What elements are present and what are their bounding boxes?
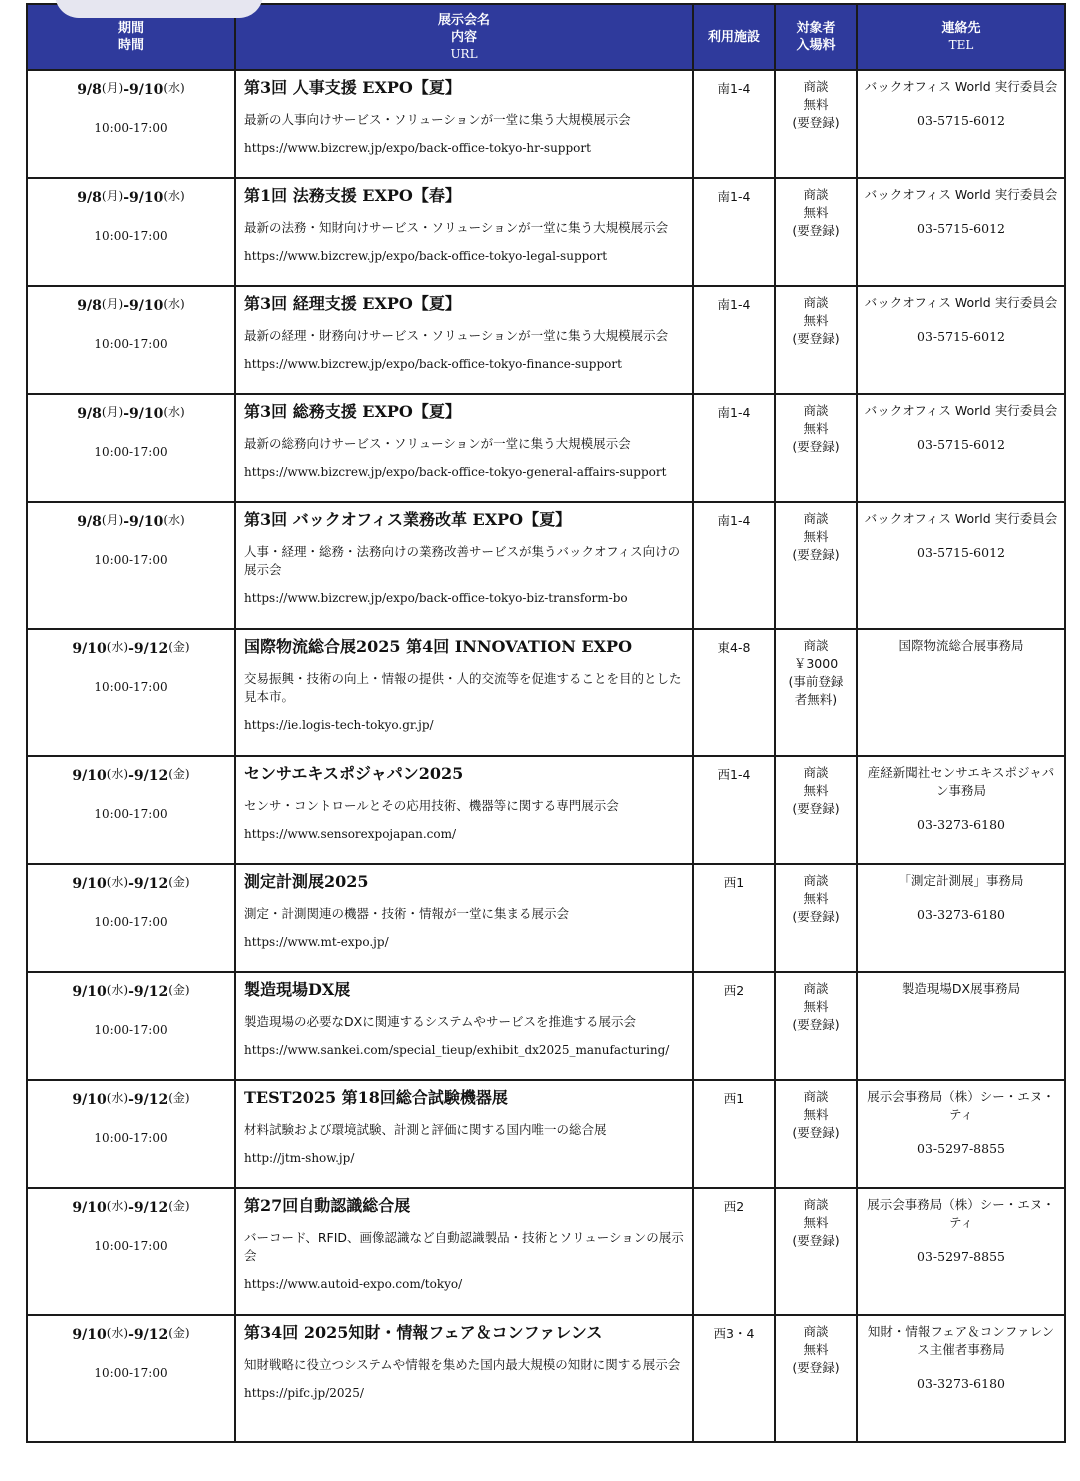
venue-cell: 西2 [693,972,775,1080]
event-cell [235,286,693,394]
phone-number: 03-5297-8855 [917,1141,1005,1156]
target-line: 無料 [803,891,829,906]
event-description: センサ・コントロールとその応用技術、機器等に関する専門展示会 [244,798,619,813]
event-url-link[interactable]: https://www.autoid-expo.com/tokyo/ [244,1277,463,1291]
table-row [27,1315,1065,1442]
event-cell [235,502,693,629]
target-line: 商談 [803,295,829,310]
period-cell [27,629,235,756]
target-cell [775,1188,857,1315]
event-url-link[interactable]: https://www.bizcrew.jp/expo/back-office-tokyo-general-affairs-support [244,465,667,479]
target-line: (要登録) [792,1360,840,1375]
organizer: 「測定計測展」事務局 [898,873,1024,888]
organizer: 展示会事務局（株）シー・エヌ・ティ [867,1197,1055,1230]
event-url-link[interactable]: https://www.sankei.com/special_tieup/exhibit_dx2025_manufacturing/ [244,1043,670,1057]
target-line: (要登録) [792,547,840,562]
contact-cell [857,629,1065,756]
date-range: 9/10(水)-9/12(金) [72,640,190,657]
event-cell [235,178,693,286]
table-row [27,629,1065,756]
event-name: センサエキスポジャパン2025 [244,764,464,783]
contact-cell [857,178,1065,286]
event-url-link[interactable]: https://www.mt-expo.jp/ [244,935,389,949]
contact-cell [857,972,1065,1080]
period-cell [27,70,235,178]
date-range: 9/10(水)-9/12(金) [72,875,190,892]
event-name: 第3回 総務支援 EXPO【夏】 [244,402,461,421]
contact-cell [857,502,1065,629]
event-description: 知財戦略に役立つシステムや情報を集めた国内最大規模の知財に関する展示会 [244,1357,681,1372]
venue-cell: 南1-4 [693,286,775,394]
event-description: 製造現場の必要なDXに関連するシステムやサービスを推進する展示会 [244,1014,636,1029]
target-line: 者無料) [794,692,838,707]
event-url-link[interactable]: https://www.sensorexpojapan.com/ [244,827,457,841]
organizer: 産経新聞社センサエキスポジャパン事務局 [867,765,1055,798]
time-range: 10:00-17:00 [94,807,168,821]
target-line: (要登録) [792,439,840,454]
header-contact: 連絡先 TEL [857,4,1065,70]
date-range: 9/8(月)-9/10(水) [77,297,185,314]
target-line: (要登録) [792,223,840,238]
phone-number: 03-5715-6012 [917,113,1005,128]
event-description: 交易振興・技術の向上・情報の提供・人的交流等を促進することを目的とした見本市。 [244,671,682,704]
event-name: 第3回 人事支援 EXPO【夏】 [244,78,461,97]
contact-cell [857,1080,1065,1188]
event-url-link[interactable]: https://ie.logis-tech-tokyo.gr.jp/ [244,718,434,732]
target-cell [775,502,857,629]
target-line: (要登録) [792,1017,840,1032]
event-url-link[interactable]: https://www.bizcrew.jp/expo/back-office-tokyo-finance-support [244,357,622,371]
event-url-link[interactable]: https://www.bizcrew.jp/expo/back-office-tokyo-legal-support [244,249,608,263]
target-line: 商談 [803,511,829,526]
time-range: 10:00-17:00 [94,1239,168,1253]
target-line: (事前登録 [788,674,844,689]
event-name: 製造現場DX展 [244,980,351,999]
time-range: 10:00-17:00 [94,553,168,567]
time-range: 10:00-17:00 [94,1131,168,1145]
contact-cell [857,286,1065,394]
exhibition-table [26,3,1066,1443]
venue-cell: 南1-4 [693,394,775,502]
table-row [27,864,1065,972]
target-line: 商談 [803,638,829,653]
venue-cell: 西1 [693,1080,775,1188]
event-url-link[interactable]: http://jtm-show.jp/ [244,1151,355,1165]
table-row [27,70,1065,178]
organizer: バックオフィス World 実行委員会 [864,511,1058,526]
event-name: 国際物流総合展2025 第4回 INNOVATION EXPO [244,637,633,656]
target-cell [775,1080,857,1188]
phone-number: 03-3273-6180 [917,907,1005,922]
organizer: バックオフィス World 実行委員会 [864,79,1058,94]
target-line: (要登録) [792,331,840,346]
phone-number: 03-5297-8855 [917,1249,1005,1264]
time-range: 10:00-17:00 [94,1023,168,1037]
target-line: 無料 [803,97,829,112]
period-cell [27,756,235,864]
venue-cell: 西3・4 [693,1315,775,1442]
target-cell [775,864,857,972]
period-cell [27,286,235,394]
target-line: 商談 [803,1089,829,1104]
header-period: 期間 時間 [27,4,235,70]
target-line: 商談 [803,873,829,888]
target-line: 商談 [803,403,829,418]
header-venue: 利用施設 [693,4,775,70]
period-cell [27,394,235,502]
target-cell [775,629,857,756]
date-range: 9/8(月)-9/10(水) [77,81,185,98]
table-row [27,756,1065,864]
contact-cell [857,756,1065,864]
phone-number: 03-5715-6012 [917,221,1005,236]
event-cell [235,70,693,178]
date-range: 9/10(水)-9/12(金) [72,1326,190,1343]
event-cell [235,1315,693,1442]
event-url-link[interactable]: https://pifc.jp/2025/ [244,1386,364,1400]
target-line: 無料 [803,421,829,436]
phone-number: 03-5715-6012 [917,329,1005,344]
event-name: 第34回 2025知財・情報フェア＆コンファレンス [244,1323,603,1342]
organizer: 製造現場DX展事務局 [901,981,1021,996]
period-cell [27,502,235,629]
period-cell [27,178,235,286]
event-name: 第27回自動認識総合展 [244,1196,411,1215]
time-range: 10:00-17:00 [94,1366,168,1380]
event-name: 第1回 法務支援 EXPO【春】 [244,186,461,205]
event-description: 最新の人事向けサービス・ソリューションが一堂に集う大規模展示会 [244,112,631,127]
event-cell [235,756,693,864]
venue-cell: 南1-4 [693,178,775,286]
target-cell [775,972,857,1080]
organizer: 国際物流総合展事務局 [898,638,1024,653]
event-cell [235,1080,693,1188]
target-cell [775,1315,857,1442]
table-row [27,286,1065,394]
table-row [27,1188,1065,1315]
venue-cell: 西1-4 [693,756,775,864]
event-name: 第3回 経理支援 EXPO【夏】 [244,294,461,313]
venue-cell: 西1 [693,864,775,972]
period-cell [27,1315,235,1442]
target-line: (要登録) [792,1125,840,1140]
time-range: 10:00-17:00 [94,445,168,459]
contact-cell [857,864,1065,972]
contact-cell [857,394,1065,502]
phone-number: 03-5715-6012 [917,437,1005,452]
time-range: 10:00-17:00 [94,121,168,135]
target-line: 無料 [803,1342,829,1357]
target-line: 無料 [803,999,829,1014]
event-description: バーコード、RFID、画像認識など自動認識製品・技術とソリューションの展示会 [244,1230,684,1263]
phone-number: 03-5715-6012 [917,545,1005,560]
time-range: 10:00-17:00 [94,680,168,694]
date-range: 9/8(月)-9/10(水) [77,189,185,206]
event-description: 材料試験および環境試験、計測と評価に関する国内唯一の総合展 [244,1122,607,1137]
target-line: 無料 [803,205,829,220]
event-description: 最新の経理・財務向けサービス・ソリューションが一堂に集う大規模展示会 [244,328,669,343]
time-range: 10:00-17:00 [94,915,168,929]
event-cell [235,629,693,756]
target-line: 商談 [803,79,829,94]
organizer: バックオフィス World 実行委員会 [864,403,1058,418]
organizer: 知財・情報フェア＆コンファレンス主催者事務局 [867,1324,1055,1357]
phone-number: 03-3273-6180 [917,1376,1005,1391]
period-cell [27,864,235,972]
table-row [27,972,1065,1080]
phone-number: 03-3273-6180 [917,817,1005,832]
period-cell [27,1080,235,1188]
contact-cell [857,1188,1065,1315]
event-description: 人事・経理・総務・法務向けの業務改善サービスが集うバックオフィス向けの展示会 [244,544,681,577]
target-line: (要登録) [792,909,840,924]
table-row [27,394,1065,502]
target-line: 無料 [803,313,829,328]
organizer: バックオフィス World 実行委員会 [864,295,1058,310]
date-range: 9/10(水)-9/12(金) [72,1199,190,1216]
date-range: 9/10(水)-9/12(金) [72,1091,190,1108]
target-line: (要登録) [792,115,840,130]
event-cell [235,864,693,972]
target-line: 商談 [803,1324,829,1339]
target-cell [775,394,857,502]
target-line: 商談 [803,981,829,996]
target-line: 無料 [803,1215,829,1230]
event-description: 最新の法務・知財向けサービス・ソリューションが一堂に集う大規模展示会 [244,220,669,235]
date-range: 9/8(月)-9/10(水) [77,513,185,530]
event-name: TEST2025 第18回総合試験機器展 [244,1088,508,1107]
organizer: 展示会事務局（株）シー・エヌ・ティ [867,1089,1055,1122]
contact-cell [857,70,1065,178]
table-row [27,502,1065,629]
target-line: 商談 [803,1197,829,1212]
venue-cell: 南1-4 [693,502,775,629]
period-cell [27,1188,235,1315]
event-cell [235,1188,693,1315]
event-cell [235,394,693,502]
target-cell [775,178,857,286]
venue-cell: 西2 [693,1188,775,1315]
organizer: バックオフィス World 実行委員会 [864,187,1058,202]
venue-cell: 東4-8 [693,629,775,756]
date-range: 9/8(月)-9/10(水) [77,405,185,422]
date-range: 9/10(水)-9/12(金) [72,767,190,784]
target-cell [775,286,857,394]
event-description: 最新の総務向けサービス・ソリューションが一堂に集う大規模展示会 [244,436,631,451]
event-name: 測定計測展2025 [244,872,369,891]
target-line: 無料 [803,1107,829,1122]
target-cell [775,756,857,864]
header-target: 対象者 入場料 [775,4,857,70]
target-line: 無料 [803,783,829,798]
target-line: ￥3000 [793,656,839,671]
event-url-link[interactable]: https://www.bizcrew.jp/expo/back-office-tokyo-hr-support [244,141,591,155]
time-range: 10:00-17:00 [94,229,168,243]
time-range: 10:00-17:00 [94,337,168,351]
event-cell [235,972,693,1080]
date-range: 9/10(水)-9/12(金) [72,983,190,1000]
event-name: 第3回 バックオフィス業務改革 EXPO【夏】 [244,510,572,529]
table-row [27,178,1065,286]
event-description: 測定・計測関連の機器・技術・情報が一堂に集まる展示会 [244,906,570,921]
top-tab-overlay [55,0,263,18]
target-cell [775,70,857,178]
target-line: (要登録) [792,801,840,816]
period-cell [27,972,235,1080]
venue-cell: 南1-4 [693,70,775,178]
target-line: (要登録) [792,1233,840,1248]
target-line: 商談 [803,765,829,780]
header-name: 展示会名 内容 URL [235,4,693,70]
target-line: 無料 [803,529,829,544]
target-line: 商談 [803,187,829,202]
contact-cell [857,1315,1065,1442]
table-row [27,1080,1065,1188]
event-url-link[interactable]: https://www.bizcrew.jp/expo/back-office-tokyo-biz-transform-bo [244,591,628,605]
